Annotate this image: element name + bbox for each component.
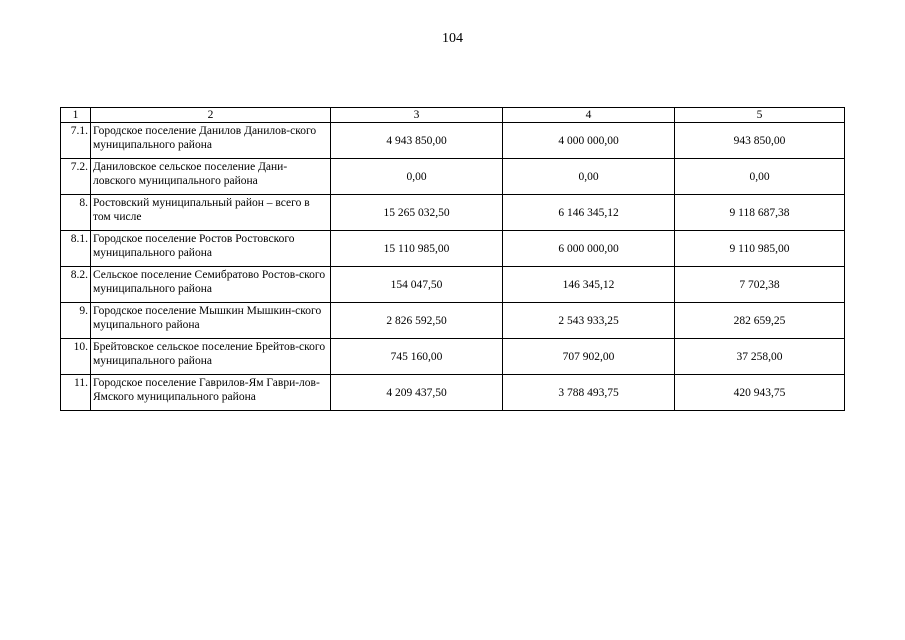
- row-number-cell: 8.1.: [61, 231, 91, 267]
- data-table: [60, 107, 845, 411]
- row-name-cell: Брейтовское сельское поселение Брейтов-ского муниципального района: [91, 339, 331, 375]
- table-row: [61, 303, 845, 339]
- table-row: [61, 231, 845, 267]
- row-value-col3-cell: 2 826 592,50: [331, 303, 503, 339]
- header-cell: 4: [503, 108, 675, 123]
- table-row: [61, 375, 845, 411]
- row-name-cell: Сельское поселение Семибратово Ростов-ского муниципального района: [91, 267, 331, 303]
- row-value-col5-cell: 37 258,00: [675, 339, 845, 375]
- row-value-col4-cell: 0,00: [503, 159, 675, 195]
- row-value-col4-cell: 707 902,00: [503, 339, 675, 375]
- row-value-col5-cell: 9 110 985,00: [675, 231, 845, 267]
- row-value-col5-cell: 0,00: [675, 159, 845, 195]
- table-header-row: [61, 108, 845, 123]
- row-name-cell: Городское поселение Мышкин Мышкин-ского муципального района: [91, 303, 331, 339]
- row-value-col4-cell: 3 788 493,75: [503, 375, 675, 411]
- row-number-cell: 9.: [61, 303, 91, 339]
- table-row: [61, 195, 845, 231]
- row-value-col4-cell: 2 543 933,25: [503, 303, 675, 339]
- header-cell: 5: [675, 108, 845, 123]
- row-name-cell: Ростовский муниципальный район – всего в том числе: [91, 195, 331, 231]
- row-value-col3-cell: 15 265 032,50: [331, 195, 503, 231]
- row-name-cell: Городское поселение Данилов Данилов-ского муниципального района: [91, 123, 331, 159]
- row-name-cell: Даниловское сельское поселение Дани-ловского муниципального района: [91, 159, 331, 195]
- row-value-col5-cell: 7 702,38: [675, 267, 845, 303]
- row-value-col5-cell: 282 659,25: [675, 303, 845, 339]
- row-number-cell: 8.: [61, 195, 91, 231]
- row-value-col5-cell: 943 850,00: [675, 123, 845, 159]
- row-number-cell: 8.2.: [61, 267, 91, 303]
- row-value-col5-cell: 420 943,75: [675, 375, 845, 411]
- table-row: [61, 339, 845, 375]
- row-value-col4-cell: 6 000 000,00: [503, 231, 675, 267]
- row-name-cell: Городское поселение Гаврилов-Ям Гаври-лов-Ямского муниципального района: [91, 375, 331, 411]
- row-value-col3-cell: 4 209 437,50: [331, 375, 503, 411]
- row-value-col4-cell: 6 146 345,12: [503, 195, 675, 231]
- page-number: 104: [442, 31, 463, 46]
- row-value-col3-cell: 15 110 985,00: [331, 231, 503, 267]
- row-number-cell: 10.: [61, 339, 91, 375]
- header-cell: 3: [331, 108, 503, 123]
- row-number-cell: 7.1.: [61, 123, 91, 159]
- row-value-col4-cell: 4 000 000,00: [503, 123, 675, 159]
- header-cell: 1: [61, 108, 91, 123]
- row-value-col4-cell: 146 345,12: [503, 267, 675, 303]
- row-value-col3-cell: 154 047,50: [331, 267, 503, 303]
- row-value-col3-cell: 4 943 850,00: [331, 123, 503, 159]
- row-name-cell: Городское поселение Ростов Ростовского муниципального района: [91, 231, 331, 267]
- row-value-col3-cell: 745 160,00: [331, 339, 503, 375]
- row-number-cell: 11.: [61, 375, 91, 411]
- table-row: [61, 123, 845, 159]
- row-number-cell: 7.2.: [61, 159, 91, 195]
- row-value-col3-cell: 0,00: [331, 159, 503, 195]
- row-value-col5-cell: 9 118 687,38: [675, 195, 845, 231]
- header-cell: 2: [91, 108, 331, 123]
- table-row: [61, 159, 845, 195]
- table-row: [61, 267, 845, 303]
